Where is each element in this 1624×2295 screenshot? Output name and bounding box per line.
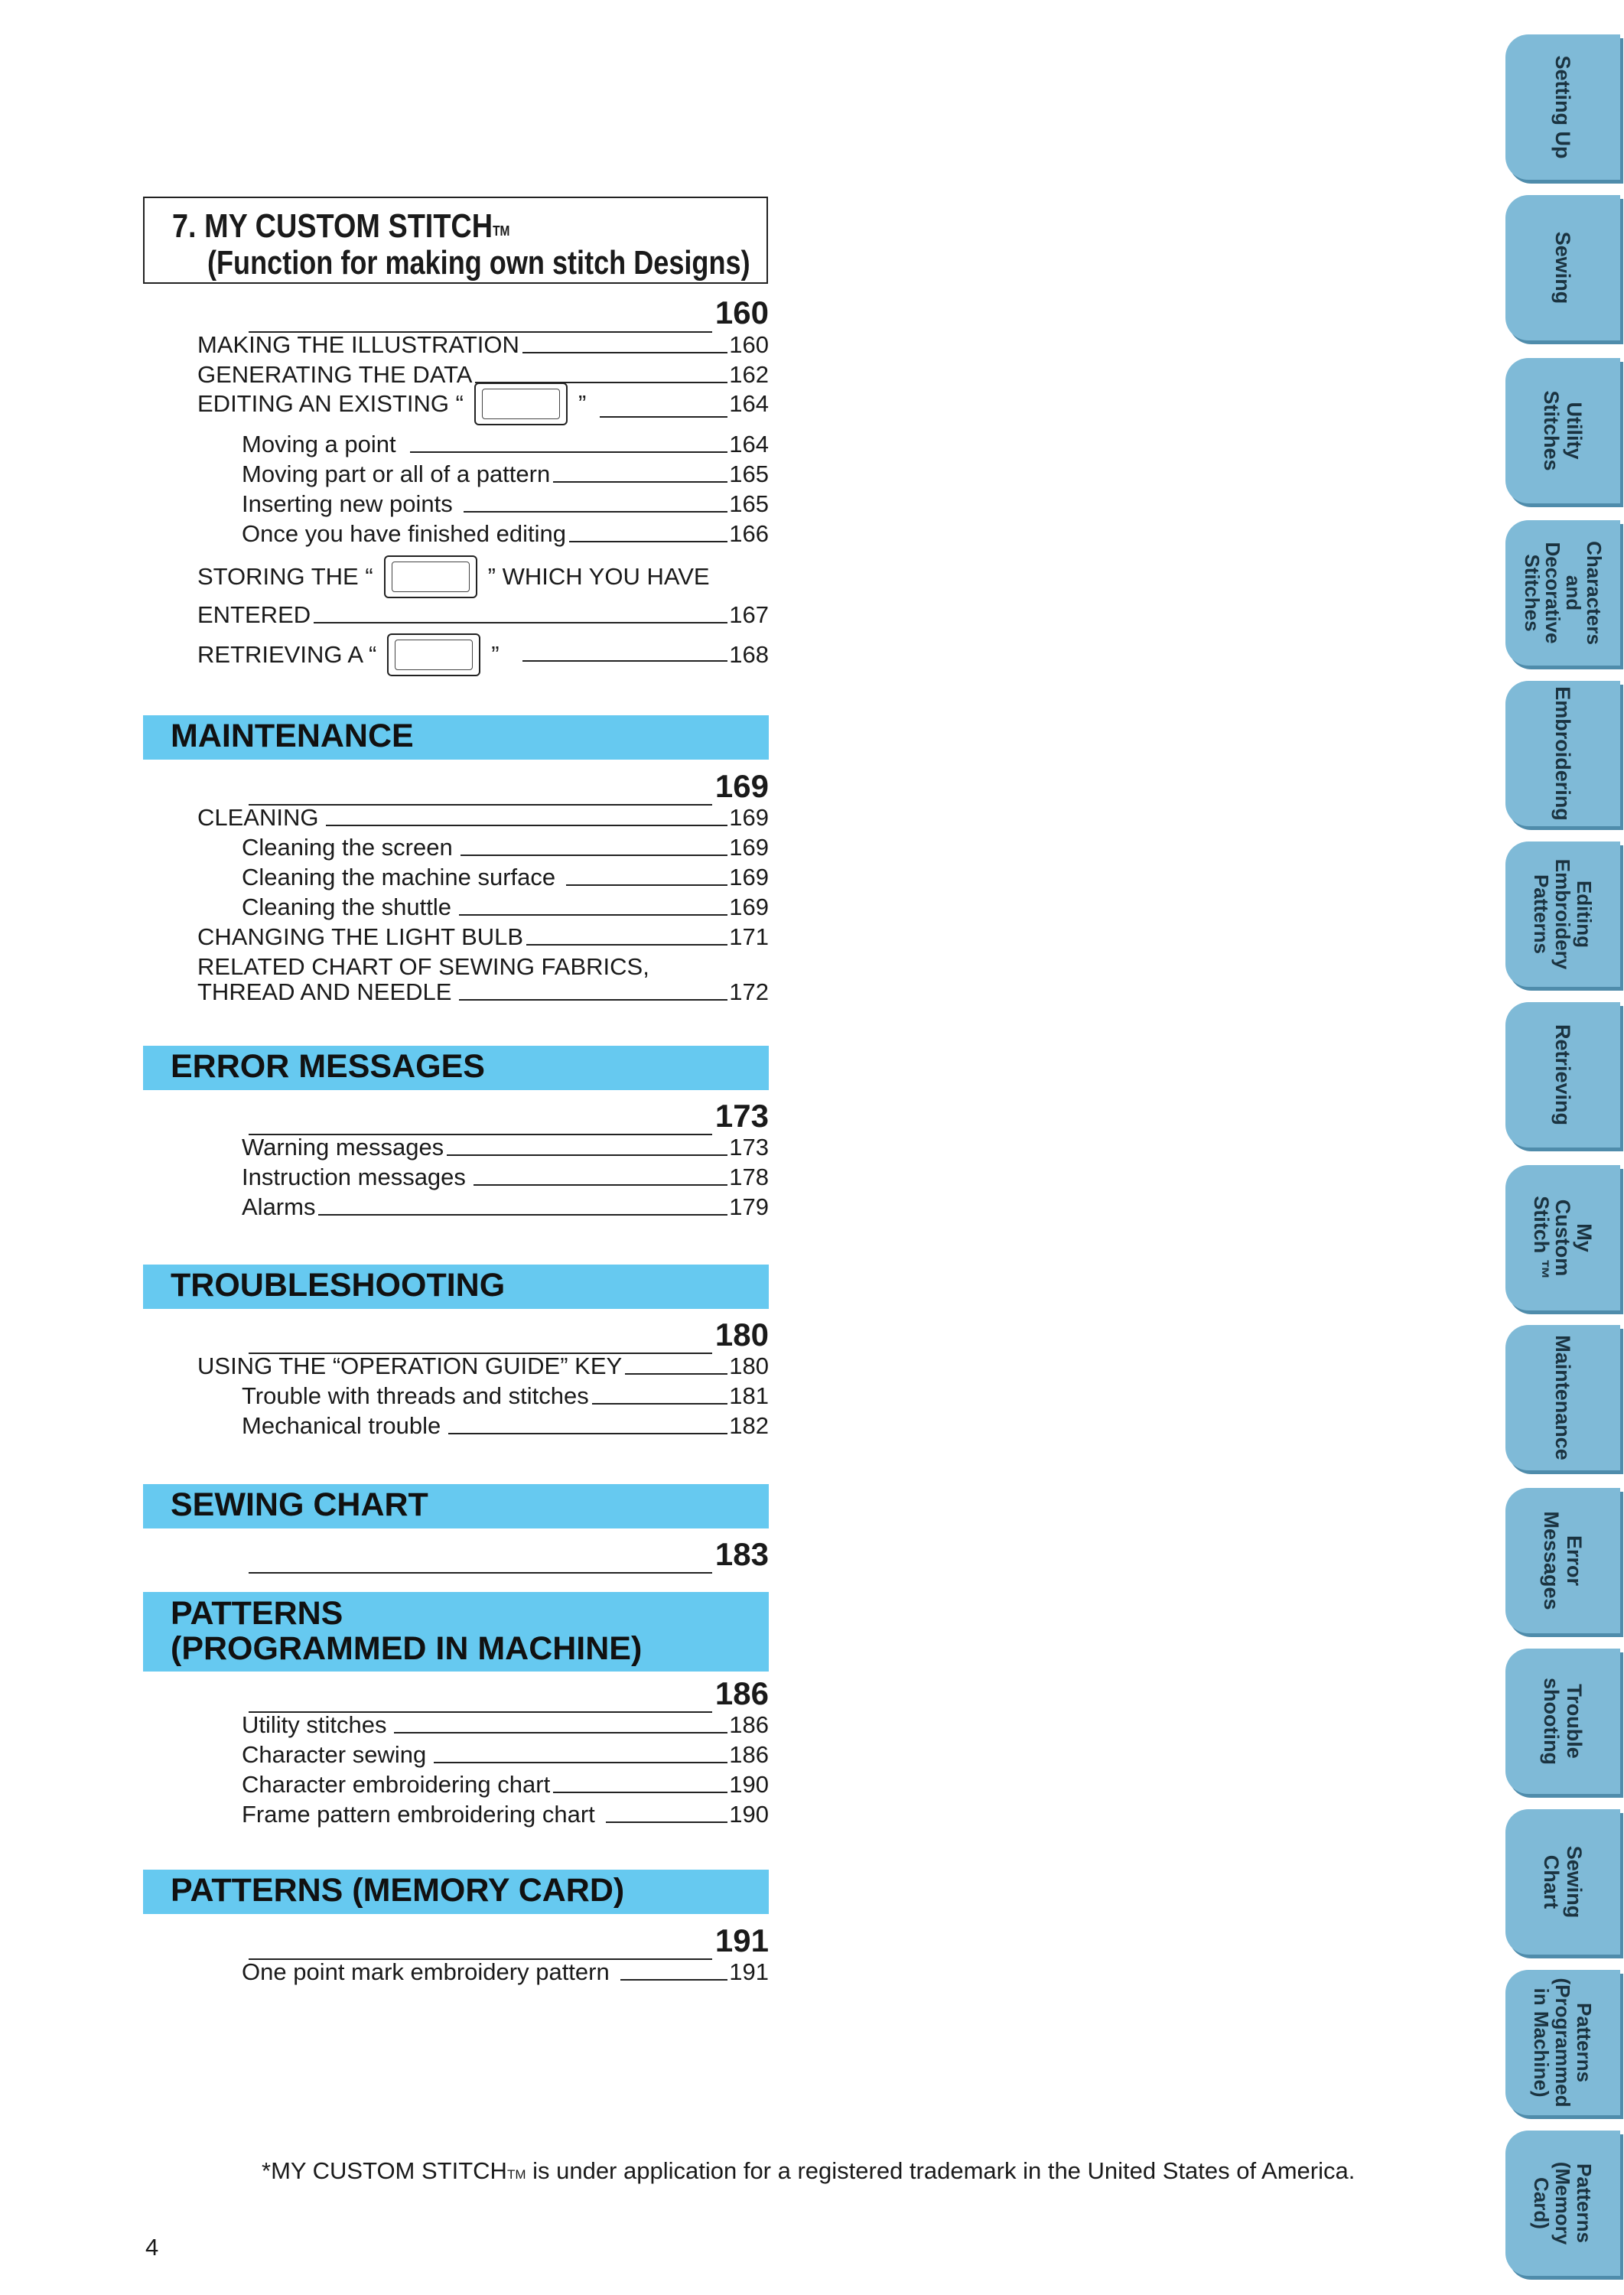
toc-entry[interactable]: THREAD AND NEEDLE 172 bbox=[197, 978, 769, 1005]
tab-troubleshooting[interactable]: Trouble shooting bbox=[1505, 1649, 1620, 1794]
toc-entry[interactable]: Character embroidering chart 190 bbox=[242, 1771, 769, 1798]
tab-characters-decorative[interactable]: Characters and Decorative Stitches bbox=[1505, 520, 1620, 666]
toc-entry[interactable]: Mechanical trouble 182 bbox=[242, 1412, 769, 1439]
tab-sewing-chart[interactable]: Sewing Chart bbox=[1505, 1809, 1620, 1955]
toc-entry[interactable]: Moving part or all of a pattern 165 bbox=[242, 461, 769, 487]
toc-entry[interactable]: RETRIEVING A “ ” 168 bbox=[197, 633, 769, 676]
tab-patterns-card[interactable]: Patterns (Memory Card) bbox=[1505, 2131, 1620, 2276]
toc-entry[interactable]: RELATED CHART OF SEWING FABRICS, bbox=[197, 953, 649, 980]
tab-retrieving[interactable]: Retrieving bbox=[1505, 1002, 1620, 1148]
tab-setting-up[interactable]: Setting Up bbox=[1505, 34, 1620, 180]
toc-entry[interactable]: Utility stitches 186 bbox=[242, 1711, 769, 1738]
tab-my-custom-stitch[interactable]: My Custom Stitch ™ bbox=[1505, 1165, 1620, 1310]
section-page[interactable]: 173 bbox=[714, 1098, 769, 1134]
chapter-subtitle: (Function for making own stitch Designs) bbox=[207, 244, 750, 282]
toc-entry[interactable]: Trouble with threads and stitches 181 bbox=[242, 1382, 769, 1409]
toc-entry[interactable]: Inserting new points 165 bbox=[242, 490, 769, 517]
stitch-design-icon bbox=[387, 633, 480, 676]
section-page[interactable]: 186 bbox=[714, 1675, 769, 1711]
toc-entry[interactable]: ENTERED 167 bbox=[197, 601, 769, 628]
section-title: MAINTENANCE bbox=[171, 718, 414, 754]
section-title: ERROR MESSAGES bbox=[171, 1048, 485, 1085]
section-page[interactable]: 180 bbox=[714, 1317, 769, 1353]
section-page[interactable]: 191 bbox=[714, 1922, 769, 1958]
page-number: 4 bbox=[145, 2234, 159, 2261]
section-title: PATTERNS (MEMORY CARD) bbox=[171, 1872, 625, 1909]
section-bar-troubleshooting bbox=[143, 1265, 769, 1309]
stitch-design-icon bbox=[474, 382, 568, 425]
toc-entry[interactable]: Moving a point 164 bbox=[242, 431, 769, 457]
section-page[interactable]: 169 bbox=[714, 768, 769, 804]
toc-entry[interactable]: Warning messages 173 bbox=[242, 1134, 769, 1161]
toc-entry[interactable]: Instruction messages 178 bbox=[242, 1164, 769, 1190]
section-page[interactable]: 183 bbox=[714, 1536, 769, 1572]
section-title: PATTERNS (PROGRAMMED IN MACHINE) bbox=[171, 1595, 643, 1668]
section-bar-error-messages bbox=[143, 1046, 769, 1090]
toc-entry[interactable]: Cleaning the machine surface 169 bbox=[242, 864, 769, 890]
trademark-footnote: *MY CUSTOM STITCHTM is under application for a registered trademark in the United States of America. bbox=[262, 2157, 1356, 2184]
toc-entry[interactable]: GENERATING THE DATA 162 bbox=[197, 361, 769, 388]
section-bar-maintenance bbox=[143, 715, 769, 760]
stitch-design-icon bbox=[384, 555, 477, 598]
tab-sewing[interactable]: Sewing bbox=[1505, 195, 1620, 340]
tab-utility-stitches[interactable]: Utility Stitches bbox=[1505, 358, 1620, 503]
chapter-header bbox=[143, 197, 768, 284]
section-title: TROUBLESHOOTING bbox=[171, 1267, 506, 1304]
section-bar-patterns-machine bbox=[143, 1592, 769, 1672]
tab-editing-embroidery[interactable]: Editing Embroidery Patterns bbox=[1505, 842, 1620, 987]
toc-entry[interactable]: EDITING AN EXISTING “ ” 164 bbox=[197, 382, 769, 425]
tab-embroidering[interactable]: Embroidering bbox=[1505, 681, 1620, 826]
toc-entry[interactable]: STORING THE “ ” WHICH YOU HAVE bbox=[197, 555, 710, 598]
tab-error-messages[interactable]: Error Messages bbox=[1505, 1488, 1620, 1633]
toc-entry[interactable]: One point mark embroidery pattern 191 bbox=[242, 1958, 769, 1985]
tab-patterns-machine[interactable]: Patterns (Programmed in Machine) bbox=[1505, 1970, 1620, 2115]
section-bar-patterns-card bbox=[143, 1870, 769, 1914]
toc-entry[interactable]: Once you have finished editing 166 bbox=[242, 520, 769, 547]
tab-maintenance[interactable]: Maintenance bbox=[1505, 1325, 1620, 1470]
toc-entry[interactable]: MAKING THE ILLUSTRATION 160 bbox=[197, 331, 769, 358]
toc-entry[interactable]: USING THE “OPERATION GUIDE” KEY 180 bbox=[197, 1353, 769, 1379]
section-page-line bbox=[249, 1572, 712, 1574]
toc-entry[interactable]: CHANGING THE LIGHT BULB 171 bbox=[197, 923, 769, 950]
toc-entry[interactable]: Character sewing 186 bbox=[242, 1741, 769, 1768]
toc-entry[interactable]: Cleaning the shuttle 169 bbox=[242, 894, 769, 920]
chapter-page[interactable]: 160 bbox=[714, 295, 769, 330]
chapter-title: 7. MY CUSTOM STITCH™ bbox=[172, 207, 510, 245]
section-title: SEWING CHART bbox=[171, 1486, 428, 1523]
toc-entry[interactable]: Alarms 179 bbox=[242, 1193, 769, 1220]
toc-entry[interactable]: Frame pattern embroidering chart 190 bbox=[242, 1801, 769, 1828]
toc-entry[interactable]: CLEANING 169 bbox=[197, 804, 769, 831]
toc-entry[interactable]: Cleaning the screen 169 bbox=[242, 834, 769, 861]
section-bar-sewing-chart bbox=[143, 1484, 769, 1528]
